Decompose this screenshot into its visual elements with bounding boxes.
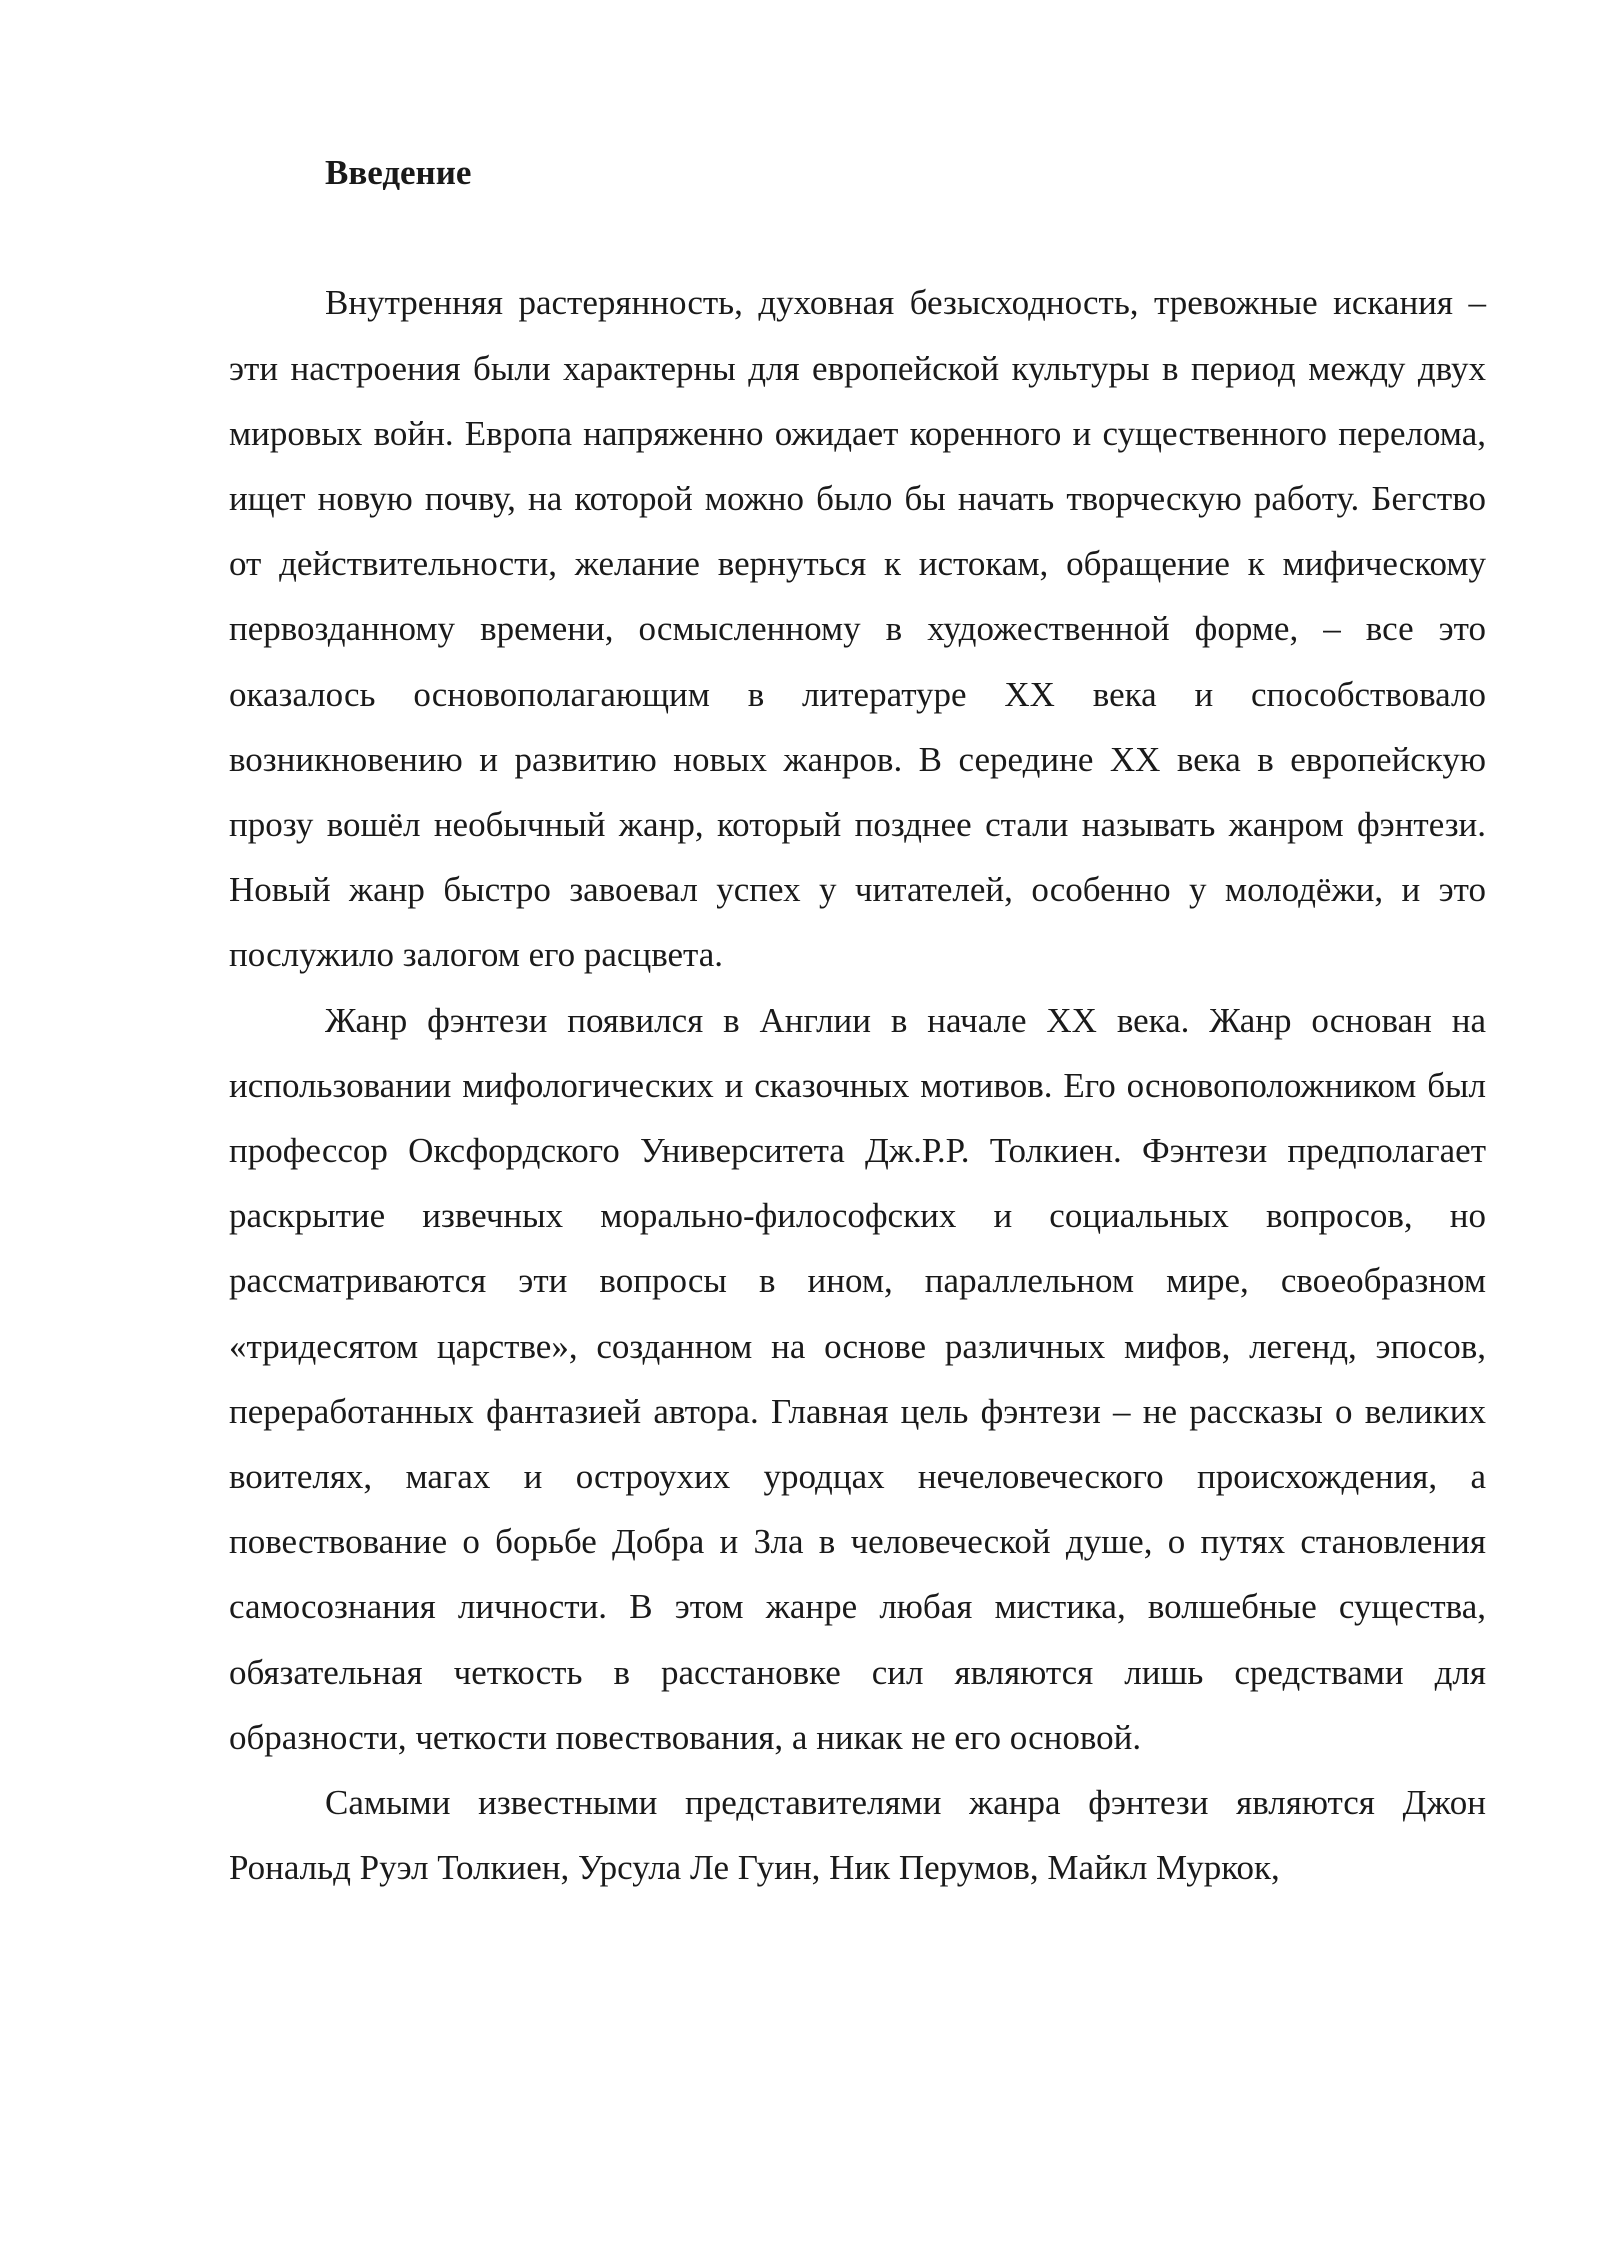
- paragraph-representatives: Самыми известными представителями жанра фэнтези являются Джон Рональд Руэл Толкиен, Урсула Ле Гуин, Ник Перумов, Майкл Муркок,: [229, 1783, 1486, 1888]
- paragraph-genre-origin: Жанр фэнтези появился в Англии в начале XX века. Жанр основан на использовании мифологических и сказочных мотивов. Его основоположником был профессор Оксфордского Университета Дж.Р.Р. Толкиен. Фэнтези предполагает раскрытие извечных морально-философских и социальных вопросов, но рассматриваются эти вопросы в ином, параллельном мире, своеобразном «тридесятом царстве», созданном на основе различных мифов, легенд, эпосов, переработанных фантазией автора. Главная цель фэнтези – не рассказы о великих воителях, магах и остроухих уродцах нечеловеческого происхождения, а повествование о борьбе Добра и Зла в человеческой душе, о путях становления самосознания личности. В этом жанре любая мистика, волшебные существа, обязательная четкость в расстановке сил являются лишь средствами для образности, четкости повествования, а никак не его основой.: [229, 1000, 1486, 1757]
- page-text-area: [229, 140, 1486, 1900]
- section-heading: Введение: [325, 153, 472, 192]
- heading-spacer: [229, 205, 1486, 270]
- paragraph-intro: Внутренняя растерянность, духовная безысходность, тревожные искания – эти настроения были характерны для европейской культуры в период между двух мировых войн. Европа напряженно ожидает коренного и существенного перелома, ищет новую почву, на которой можно было бы начать творческую работу. Бегство от действительности, желание вернуться к истокам, обращение к мифическому первозданному времени, осмысленному в художественной форме, – все это оказалось основополагающим в литературе XX века и способствовало возникновению и развитию новых жанров. В середине XX века в европейскую прозу вошёл необычный жанр, который позднее стали называть жанром фэнтези. Новый жанр быстро завоевал успех у читателей, особенно у молодёжи, и это послужило залогом его расцвета.: [229, 283, 1486, 975]
